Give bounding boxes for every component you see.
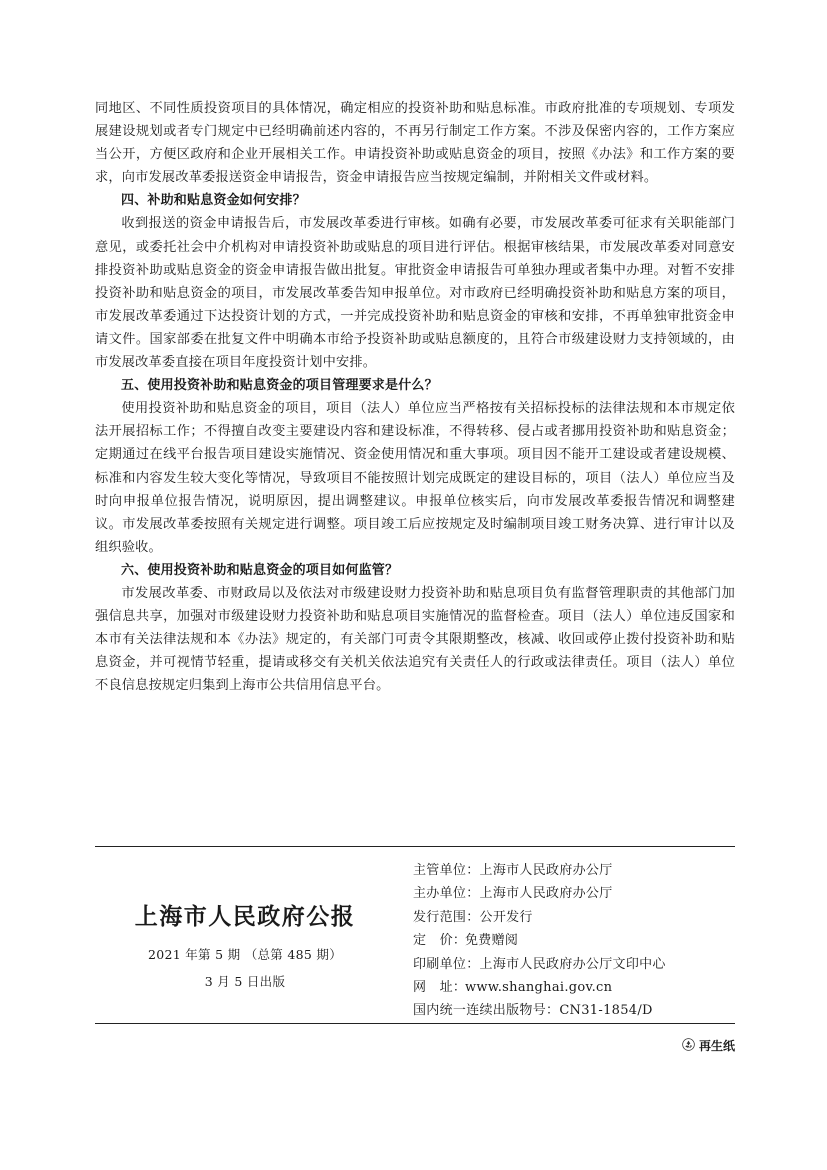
info-label: 发行范围： bbox=[413, 909, 480, 925]
recycled-paper-label: 再生纸 bbox=[699, 1039, 736, 1053]
info-value: 上海市人民政府办公厅 bbox=[479, 886, 613, 902]
issue-number: 2021 年第 5 期 （总第 485 期） bbox=[147, 947, 343, 962]
info-value: www.shanghai.gov.cn bbox=[465, 980, 613, 996]
info-row-website bbox=[413, 976, 666, 999]
info-row-distribution bbox=[413, 906, 666, 929]
paragraph: 市发展改革委、市财政局以及依法对市级建设财力投资补助和贴息项目负有监督管理职责的其他部门加强信息共享，加强对市级建设财力投资补助和贴息项目实施情况的监督检查。项目（法人）单位违反国家和本市有关法律法规和本《办法》规定的，有关部门可责令其限期整改，核减、收回或停止拨付投资补助和贴息资金，并可视情节轻重，提请或移交有关机关依法追究有关责任人的行政或法律责任。项目（法人）单位不良信息按规定归集到上海市公共信用信息平台。 bbox=[95, 585, 735, 694]
info-value: 免费赠阅 bbox=[465, 933, 519, 949]
info-value: 公开发行 bbox=[479, 909, 533, 925]
info-value: 上海市人民政府办公厅 bbox=[479, 863, 613, 878]
info-value: CN31-1854/D bbox=[559, 1003, 653, 1019]
info-label: 主管单位： bbox=[413, 863, 480, 878]
masthead-bottom-rule bbox=[95, 1023, 735, 1024]
section-heading: 四、补助和贴息资金如何安排？ bbox=[121, 193, 306, 209]
paragraph: 使用投资补助和贴息资金的项目，项目（法人）单位应当严格按有关招标投标的法律法规和本市规定依法开展招标工作；不得擅自改变主要建设内容和建设标准，不得转移、侵占或者挪用投资补助和贴息资金；定期通过在线平台报告项目建设实施情况、资金使用情况和重大事项。项目因不能开工建设或者建设规模、标准和内容发生较大变化等情况，导致项目不能按照计划完成既定的建设目标的，项目（法人）单位应当及时向申报单位报告情况，说明原因，提出调整建议。申报单位核实后，向市发展改革委报告情况和调整建议。市发展改革委按照有关规定进行调整。项目竣工后应按规定及时编制项目竣工财务决算、进行审计以及组织验收。 bbox=[95, 401, 735, 555]
info-row-printer bbox=[413, 953, 666, 976]
masthead-title-block bbox=[95, 898, 395, 990]
info-row-sponsor bbox=[413, 882, 666, 905]
info-row-serial-number bbox=[413, 999, 666, 1022]
article-body bbox=[95, 97, 735, 697]
masthead-top-rule bbox=[95, 846, 735, 847]
info-label: 国内统一连续出版物号： bbox=[413, 1003, 560, 1019]
paragraph: 同地区、不同性质投资项目的具体情况，确定相应的投资补助和贴息标准。市政府批准的专项规划、专项发展建设规划或者专门规定中已经明确前述内容的，不再另行制定工作方案。不涉及保密内容的，工作方案应当公开，方便区政府和企业开展相关工作。申请投资补助或贴息资金的项目，按照《办法》和工作方案的要求，向市发展改革委报送资金申请报告，资金申请报告应当按规定编制，并附相关文件或材料。 bbox=[95, 101, 735, 186]
masthead-info bbox=[413, 859, 666, 1023]
info-row-price bbox=[413, 929, 666, 952]
section-heading: 五、使用投资补助和贴息资金的项目管理要求是什么？ bbox=[121, 378, 438, 394]
info-label: 定 价： bbox=[413, 933, 467, 949]
info-label: 网 址： bbox=[413, 980, 467, 996]
paragraph: 收到报送的资金申请报告后，市发展改革委进行审核。如确有必要，市发展改革委可征求有关职能部门意见，或委托社会中介机构对申请投资补助或贴息的项目进行评估。根据审核结果，市发展改革委对同意安排投资补助或贴息资金的资金申请报告做出批复。审批资金申请报告可单独办理或者集中办理。对暂不安排投资补助和贴息资金的项目，市发展改革委告知申报单位。对市政府已经明确投资补助和贴息方案的项目，市发展改革委通过下达投资计划的方式，一并完成投资补助和贴息资金的审核和安排，不再单独审批资金申请文件。国家部委在批复文件中明确本市给予投资补助或贴息额度的，且符合市级建设财力支持领域的，由市发展改革委直接在项目年度投资计划中安排。 bbox=[95, 216, 735, 371]
recycled-paper-mark bbox=[682, 1037, 735, 1054]
recycle-icon bbox=[682, 1038, 695, 1054]
info-label: 印刷单位： bbox=[413, 956, 480, 972]
publication-title: 上海市人民政府公报 bbox=[134, 903, 356, 930]
section-heading: 六、使用投资补助和贴息资金的项目如何监管？ bbox=[121, 562, 399, 578]
info-row-supervisor bbox=[413, 859, 666, 882]
publication-date: 3 月 5 日出版 bbox=[204, 974, 286, 989]
info-label: 主办单位： bbox=[413, 886, 480, 902]
info-value: 上海市人民政府办公厅文印中心 bbox=[479, 956, 666, 972]
